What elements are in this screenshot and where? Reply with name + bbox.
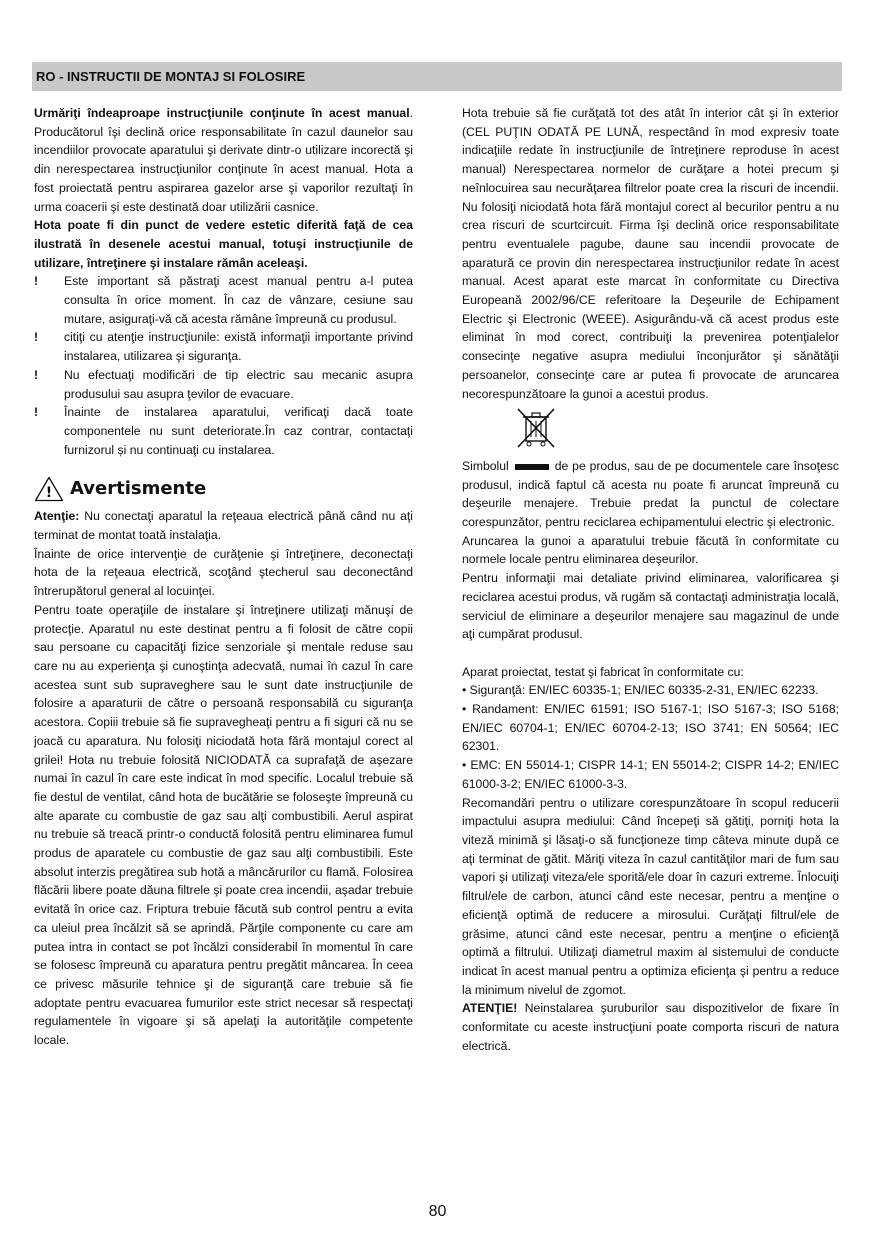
warning-title: Avertismente (70, 478, 207, 499)
exclamation-icon: ! (34, 330, 39, 345)
maintenance-paragraph: Hota trebuie să fie curăţată tot des atât în interior cât şi în exterior (CEL PUŢIN ODATĂ PE LUNĂ, respectând în mod expresiv toate indicaţiile redate în instrucţiunile de întreţinere reproduse în acest manual) Nerespectarea normelor de curăţare a hotei precum şi neînlocuirea sau necurăţarea filtrelor poate crea la riscuri de incendii. Nu folosiţi niciodată hota fără montajul corect al becurilor pentru a nu crea riscuri de scurtcircuit. Firma îşi declină orice responsabilitate pentru eventualele pagube, daune sau incendii provocate de aparatură ce provin din nerespectarea instrucţiunilor redate în acest manual. Acest aparat este marcat în conformitate cu Directiva Europeană 2002/96/CE referitoare la Deşeurile de Echipament Electric şi Electronic (WEEE). Asigurându-vă că acest produs este eliminat în mod corect, contribuiţi la prevenirea potenţialelor consecinţe negative asupra mediului înconjurător şi sănătăţii persoanelor, consecinţe care ar putea fi provocate de aruncarea necorespunzătoare la gunoi a acestui produs. (462, 106, 839, 401)
final-label: ATENŢIE! (462, 1001, 518, 1016)
intro-paragraph (34, 104, 413, 216)
exclamation-icon: ! (34, 367, 39, 382)
page-number: 80 (428, 1203, 447, 1220)
atentie-label: Atenţie: (34, 509, 80, 524)
bullet-item (34, 403, 413, 459)
cleaning-paragraph: Înainte de orice intervenţie de curăţenie şi întreţinere, deconectaţi hota de la reţeaua electrică, scoţând ştecherul sau deconectând întrerupătorul general al locuinţei. (34, 546, 413, 599)
symbol-paragraph (462, 457, 839, 532)
bullet-text: Este important să păstraţi acest manual pentru a-l putea consulta în orice moment. În caz de vânzare, cesiune sau mutare, asiguraţi-vă că acesta rămâne împreună cu produsul. (64, 274, 413, 326)
final-text: Neinstalarea şuruburilor sau dispozitivelor de fixare în conformitate cu aceste instrucţiuni poate comporta riscuri de natura electrică. (462, 1001, 839, 1053)
intro-rest: . Producătorul îşi declină orice responsabilitate în cazul daunelor sau incendiilor provocate aparatului şi derivate dintr-o utilizare incorectă şi din nerespectarea instrucţiunilor conţinute în acest manual. Hota a fost proiectată pentru aspirarea gazelor arse şi vaporilor rezultaţi în urma coacerii şi este destinată doar utilizării casnice. (34, 106, 413, 214)
design-note: Hota poate fi din punct de vedere estetic diferită faţă de cea ilustrată în desenele acestui manual, totuşi instrucţiunile de utilizare, întreţinere şi instalare rămân aceleaşi. (34, 218, 413, 270)
standard-item: • EMC: EN 55014-1; CISPR 14-1; EN 55014-2; CISPR 14-2; EN/IEC 61000-3-2; EN/IEC 61000-3-3. (462, 758, 839, 791)
exclamation-icon: ! (34, 274, 39, 289)
standard-item: • Randament: EN/IEC 61591; ISO 5167-1; ISO 5167-3; ISO 5168; EN/IEC 60704-1; EN/IEC 60704-2-13; ISO 3741; EN 50564; IEC 62301. (462, 702, 839, 754)
recommendations-paragraph: Recomandări pentru o utilizare corespunzătoare în scopul reducerii impactului asupra mediului: Când începeţi să gătiţi, porniţi hota la viteză minimă şi lăsaţi-o să funcţioneze timp câteva minute după ce aţi terminat de gătit. Măriţi viteza în cazul cantităţilor mari de fum sau vapori şi utilizaţi viteza/ele sporită/ele doar în cazuri extreme. Înlocuiţi filtrul/ele de carbon, atunci când este necesar, pentru a menţine o eficienţă optimă de reducere a mirosului. Curăţaţi filtrul/ele de grăsime, atunci când este necesar, pentru a menţine o eficienţă optimă a filtrului. Utilizaţi diametrul maxim al sistemului de conducte indicat în acest manual pentru a optimiza eficienţa şi pentru a reduce la minimum nivelul de zgomot. (462, 795, 839, 997)
info-paragraph: Pentru informaţii mai detaliate privind eliminarea, valorificarea şi reciclarea acestui produs, vă rugăm să contactaţi administraţia locală, serviciul de eliminare a deşeurilor menajere sau magazinul de unde aţi cumpărat produsul. (462, 571, 839, 642)
bullet-text: Înainte de instalarea aparatului, verificaţi dacă toate componentele nu sunt deteriorate.În caz contrar, contactaţi furnizorul și nu continuaţi cu instalarea. (64, 405, 413, 457)
section-title: RO - INSTRUCTII DE MONTAJ SI FOLOSIRE (36, 69, 306, 84)
bullet-item (34, 328, 413, 365)
exclamation-icon: ! (34, 405, 39, 420)
atentie-text: Nu conectaţi aparatul la reţeaua electrică până când nu aţi terminat de montat toată instalaţia. (34, 509, 413, 543)
bullet-item (34, 366, 413, 403)
crossed-bin-icon (514, 405, 558, 449)
safety-paragraph: Pentru toate operaţiile de instalare şi întreţinere utilizaţi mănuşi de protecţie. Aparatul nu este destinat pentru a fi folosit de către copii sau persoane cu capacităţi fizice senzoriale şi mentale reduse sau care nu au experienţa şi cunoştinţa adecvată, numai în cazul în care acestea sunt sub supraveghere sau le sunt date instrucţiunile de folosire a aparaturii de către o persoană responsabilă cu siguranţa acestora. Copiii trebuie să fie supravegheaţi pentru a fi siguri că nu se joacă cu aparatura. Nu folosiţi niciodată hota fără montajul corect al grilei! Hota nu trebuie folosită NICIODATĂ ca suprafaţă de aşezare numai în cazul în care este indicat în mod specific. Localul trebuie să fie destul de ventilat, când hota de bucătărie se foloseşte împreună cu alte aparate cu combustie de gaz sau alţi combustibili. Aerul aspirat nu trebuie să treacă printr-o conductă folosită pentru eliminarea fumul produs de aparatele cu combustie de gaz sau alţi combustibili. Este absolut interzis pregătirea sub hotă a mâncărurilor cu flamă. Folosirea flăcării libere poate dăuna filtrele şi poate crea incendii, aşadar trebuie evitată în orice caz. Friptura trebuie făcută sub control pentru a evita ca uleiul prea încălzit să se aprindă. Părţile componente cu care am putea intra in contact se pot încălzi considerabil în momentul în care se folosesc împreună cu aparatura pentru pregătit mâncarea. În ceea ce privesc măsurile tehnice şi de siguranţă care trebuie să fie adoptate pentru evacuarea fumurilor este strict necesar să respectaţi regulamentele în vigoare şi să apelaţi la autorităţile competente locale. (34, 602, 413, 1048)
bullet-item (34, 272, 413, 328)
section-header-bar (32, 62, 842, 91)
warning-triangle-icon (34, 476, 64, 502)
symbol-after: de pe produs, sau de pe documentele care însoţesc produsul, indică faptul că acesta nu poate fi aruncat împreună cu deşeurile menajere. Trebuie predat la punctul de colectare corespunzător, pentru reciclarea echipamentului electric şi electronic. (462, 458, 839, 530)
conformity-intro: Aparat proiectat, testat şi fabricat în conformitate cu: (462, 664, 744, 679)
atentie-paragraph (34, 507, 413, 544)
warning-glyph: ! (45, 485, 53, 502)
final-warning-paragraph (462, 999, 839, 1055)
intro-bold: Urmăriţi îndeaproape instrucţiunile conţinute în acest manual (34, 106, 410, 120)
left-column (34, 104, 413, 1050)
bullet-text: Nu efectuaţi modificări de tip electric sau mecanic asupra produsului sau asupra ţevilor de evacuare. (64, 367, 413, 401)
symbol-before: Simbolul (462, 458, 509, 473)
right-column (462, 104, 839, 1055)
standard-item: • Siguranţă: EN/IEC 60335-1; EN/IEC 60335-2-31, EN/IEC 62233. (462, 683, 819, 698)
weee-bar-icon (515, 464, 549, 470)
bullet-text: citiţi cu atenţie instrucţiunile: există informaţii importante privind instalarea, utilizarea şi siguranţa. (64, 330, 413, 364)
disposal-paragraph: Aruncarea la gunoi a aparatului trebuie făcută în conformitate cu normele locale pentru eliminarea deşeurilor. (462, 533, 839, 567)
warning-heading (34, 475, 413, 503)
